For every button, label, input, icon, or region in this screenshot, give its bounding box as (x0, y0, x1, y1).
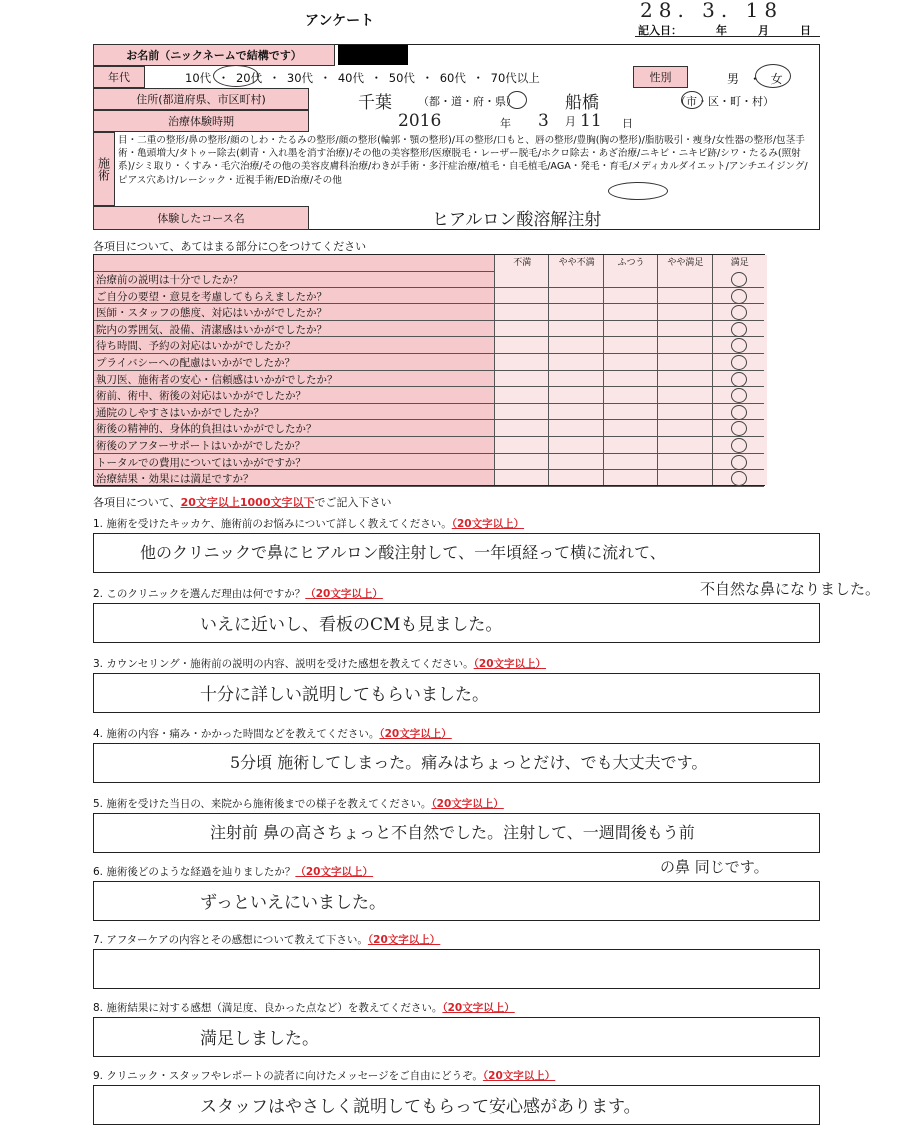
rating-instruction: 各項目について、あてはまる部分に○をつけてください (93, 240, 367, 253)
free-question (93, 586, 383, 601)
free-question (93, 656, 546, 671)
page-title: アンケート (305, 13, 375, 29)
free-question (93, 1068, 555, 1083)
rating-row (94, 371, 764, 388)
rating-question: プライバシーへの配慮はいかがでしたか？ (96, 357, 295, 369)
free-answer-handwritten: 満足しました。 (200, 1029, 319, 1049)
address-pref-handwritten: 千葉 (358, 93, 392, 113)
free-answer-handwritten: 5分頃 施術してしまった。痛みはちょっとだけ、でも大丈夫です。 (230, 753, 708, 772)
date-month-label: 月 (758, 24, 769, 37)
date-day-label: 日 (800, 24, 811, 37)
rating-column-header: ふつう (603, 255, 658, 485)
address-city-handwritten: 船橋 (565, 93, 599, 113)
period-month-label: 月 (565, 115, 576, 128)
rating-question: 術前、術中、術後の対応はいかがでしたか？ (96, 390, 306, 403)
free-question (93, 726, 452, 741)
age-label: 年代 (93, 66, 145, 88)
date-underline (635, 36, 820, 37)
rating-question: 医師・スタッフの態度、対応はいかがでしたか？ (96, 307, 327, 320)
free-answer-handwritten: 他のクリニックで鼻にヒアルロン酸注射して、一年頃経って横に流れて、 (140, 543, 666, 562)
rating-column-header: やや満足 (657, 255, 712, 485)
date-label: 記入日： (638, 24, 682, 37)
name-label: お名前（ニックネームで結構です） (93, 44, 335, 66)
period-month-hw: 3 (538, 111, 549, 131)
free-min-note: （20文字以上） (305, 588, 383, 600)
rating-question: トータルでの費用についてはいかがですか？ (96, 456, 306, 469)
free-answer-handwritten: ずっといえにいました。 (200, 893, 386, 913)
date-handwritten: 28. 3. 18 (640, 0, 784, 22)
free-min-note: （20文字以上） (442, 1002, 515, 1014)
sex-options: 男 ・ 女 (727, 72, 783, 86)
rating-column-header: 満足 (712, 255, 767, 485)
treatment-label: 施術 (93, 132, 115, 206)
rating-row (94, 304, 764, 321)
rating-question: 通院のしやすさはいかがでしたか？ (96, 406, 264, 419)
free-question-text: 6. 施術後どのような経過を辿りましたか？ (93, 866, 296, 878)
free-answer-handwritten: いえに近いし、看板のCMも見ました。 (200, 615, 503, 635)
free-answer-handwritten: 十分に詳しい説明してもらいました。 (200, 685, 489, 705)
rating-selected-circle[interactable] (731, 455, 747, 470)
treatment-list: 目・二重の整形/鼻の整形/顔のしわ・たるみの整形/顔の整形(輪郭・顎の整形)/耳の整形/口もと、唇の整形/豊胸(胸の整形)/脂肪吸引・痩身/女性器の整形/包茎手術・亀頭増大/タトゥー除去(刺青・入れ墨を消す治療)/その他の美容整形/医療脱毛・レーザー脱毛/ホクロ除去・あざ治療/ニキビ・ニキビ跡/シワ・たるみ(照射系)/シミ取り・くすみ・毛穴治療/その他の美容皮膚科治療/わきが手術・多汗症治療/植毛・自毛植毛/AGA・発毛・育毛/メディカルダイエット/アンチエイジング/ピアス穴あけ/レーシック・近視手術/ED治療/その他 (118, 135, 808, 186)
free-min-note: （20文字以上） (473, 658, 547, 670)
address-pref-suffix: （都・道・府・県） (418, 95, 517, 108)
date-year-label: 年 (716, 24, 727, 37)
free-question (93, 516, 524, 531)
rating-row (94, 454, 764, 471)
rating-row (94, 387, 764, 404)
sex-selected-circle (755, 64, 791, 88)
free-answer-handwritten: 注射前 鼻の高さちょっと不自然でした。注射して、一週間後もう前 (210, 823, 695, 842)
free-question-text: 8. 施術結果に対する感想（満足度、良かった点など）を教えてください。 (93, 1002, 443, 1014)
free-question-text: 3. カウンセリング・施術前の説明の内容、説明を受けた感想を教えてください。 (93, 658, 474, 670)
rating-row (94, 288, 764, 305)
address-pref-circle (507, 91, 527, 109)
free-answer-handwritten-cont: の鼻 同じです。 (660, 858, 769, 876)
free-question (93, 796, 504, 811)
name-redaction (338, 45, 408, 65)
rating-selected-circle[interactable] (731, 272, 747, 287)
free-min-note: （20文字以上） (431, 798, 504, 810)
period-year-hw: 2016 (398, 111, 442, 131)
free-question (93, 932, 440, 947)
rating-selected-circle[interactable] (731, 388, 747, 403)
rating-question: 治療結果・効果には満足ですか？ (96, 473, 254, 486)
rating-question: 執刀医、施術者の安心・信頼感はいかがでしたか？ (96, 373, 338, 386)
address-city-circle (681, 91, 703, 109)
rating-row (94, 354, 764, 371)
rating-selected-circle[interactable] (731, 305, 747, 320)
free-min-note: （20文字以上） (482, 1070, 556, 1082)
free-instruction-post: でご記入下さい (314, 496, 392, 509)
treatment-selected-circle (608, 182, 668, 200)
period-year-label: 年 (500, 117, 511, 130)
rating-row (94, 337, 764, 354)
rating-row (94, 271, 764, 288)
age-options: 10代 ・ 20代 ・ 30代 ・ 40代 ・ 50代 ・ 60代 ・ 70代以上 (185, 71, 540, 85)
rating-column-header: やや不満 (548, 255, 603, 485)
free-min-note: （20文字以上） (295, 866, 373, 878)
rating-question: ご自分の要望・意見を考慮してもらえましたか？ (96, 290, 327, 303)
free-question-text: 7. アフターケアの内容とその感想について教えて下さい。 (93, 934, 368, 946)
address-city-suffix: （市・区・町・村） (675, 95, 774, 108)
rating-selected-circle[interactable] (731, 289, 747, 304)
rating-row (94, 470, 764, 487)
rating-selected-circle[interactable] (731, 338, 747, 353)
rating-row (94, 437, 764, 454)
rating-selected-circle[interactable] (731, 322, 747, 337)
rating-row (94, 420, 764, 437)
age-selected-circle (213, 65, 259, 87)
free-question-text: 1. 施術を受けたキッカケ、施術前のお悩みについて詳しく教えてください。 (93, 518, 452, 530)
free-question (93, 864, 373, 879)
rating-question: 術後のアフターサポートはいかがでしたか？ (96, 440, 306, 452)
rating-selected-circle[interactable] (731, 421, 747, 436)
sex-label: 性別 (633, 66, 688, 88)
free-question (93, 1000, 515, 1015)
rating-column-header: 不満 (494, 255, 549, 485)
course-handwritten: ヒアルロン酸溶解注射 (432, 210, 602, 230)
rating-table (93, 254, 765, 486)
rating-row (94, 404, 764, 421)
rating-selected-circle[interactable] (731, 438, 747, 453)
free-min-note: （20文字以上） (451, 518, 525, 530)
rating-question: 術後の精神的、身体的負担はいかがでしたか？ (96, 423, 317, 436)
free-answer-box[interactable] (93, 949, 820, 989)
free-min-note: （20文字以上） (367, 934, 441, 946)
rating-selected-circle[interactable] (731, 471, 747, 486)
free-answer-handwritten: スタッフはやさしく説明してもらって安心感があります。 (200, 1097, 641, 1117)
free-question-text: 9. クリニック・スタッフやレポートの読者に向けたメッセージをご自由にどうぞ。 (93, 1070, 483, 1082)
rating-question: 待ち時間、予約の対応はいかがでしたか？ (96, 340, 296, 353)
free-min-note: （20文字以上） (379, 728, 452, 740)
period-day-hw: 11 (580, 111, 602, 131)
free-question-text: 2. このクリニックを選んだ理由は何ですか？ (93, 588, 306, 600)
free-answer-handwritten-cont: 不自然な鼻になりました。 (700, 580, 881, 598)
rating-selected-circle[interactable] (731, 405, 747, 420)
free-instruction-pre: 各項目について、 (93, 496, 181, 509)
free-instruction-red: 20文字以上1000文字以下 (180, 496, 315, 509)
address-label: 住所(都道府県、市区町村) (93, 88, 309, 110)
free-question-text: 4. 施術の内容・痛み・かかった時間などを教えてください。 (93, 728, 380, 740)
period-label: 治療体験時期 (93, 110, 309, 132)
rating-question: 治療前の説明は十分でしたか？ (96, 274, 243, 286)
rating-selected-circle[interactable] (731, 372, 747, 387)
period-day-label: 日 (622, 117, 633, 130)
free-instruction (93, 494, 392, 510)
free-question-text: 5. 施術を受けた当日の、来院から施術後までの様子を教えてください。 (93, 798, 432, 810)
course-label: 体験したコース名 (93, 206, 309, 230)
rating-row (94, 321, 764, 338)
rating-question: 院内の雰囲気、設備、清潔感はいかがでしたか？ (96, 323, 327, 336)
rating-selected-circle[interactable] (731, 355, 747, 370)
